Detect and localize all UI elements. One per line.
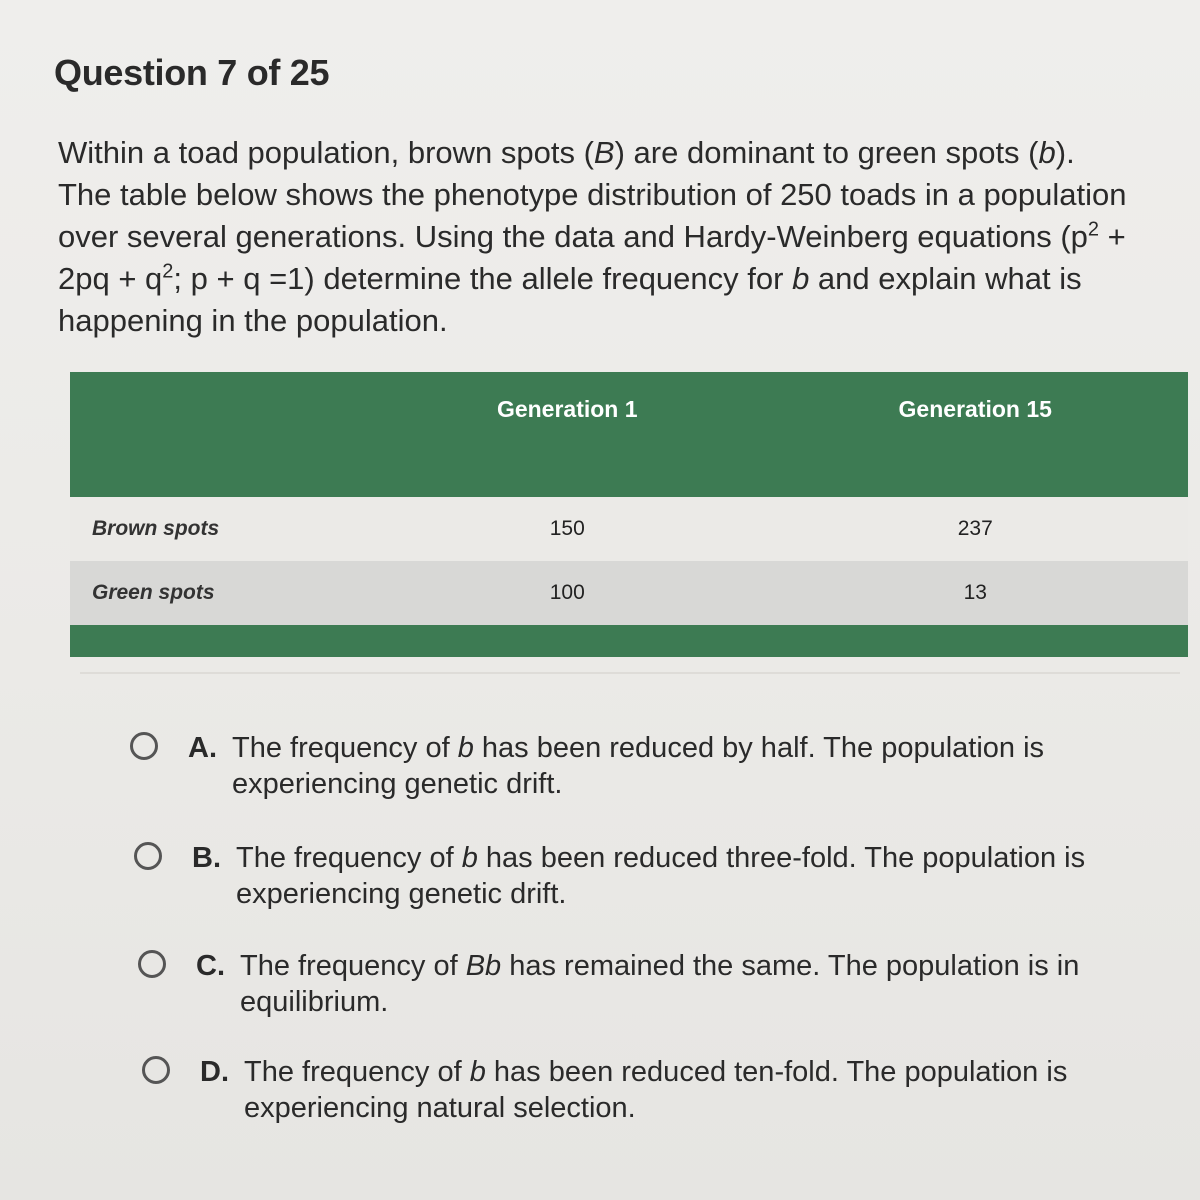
choice-text-italic: b bbox=[457, 732, 474, 764]
choice-text-part: The frequency of bbox=[244, 1056, 470, 1088]
choice-text-part: has been reduced three-fold. The population is experiencing genetic drift. bbox=[236, 842, 1086, 910]
question-text bbox=[58, 132, 1168, 342]
choice-letter: B. bbox=[192, 842, 221, 874]
choice-text bbox=[240, 948, 1178, 1020]
phenotype-table bbox=[70, 372, 1188, 657]
cell-generation-1: 100 bbox=[372, 561, 763, 625]
radio-button-icon[interactable] bbox=[134, 842, 162, 870]
table-header-row bbox=[70, 372, 1188, 497]
section-divider bbox=[80, 672, 1180, 674]
table-header-generation-1: Generation 1 bbox=[372, 372, 763, 497]
radio-button-icon[interactable] bbox=[138, 950, 166, 978]
row-label: Brown spots bbox=[70, 497, 372, 561]
choice-letter: C. bbox=[196, 950, 225, 982]
choice-text bbox=[232, 730, 1170, 802]
choice-letter: A. bbox=[188, 732, 217, 764]
question-superscript: 2 bbox=[1087, 218, 1100, 241]
question-text-part: and explain what is happening in the population. bbox=[58, 261, 1082, 338]
radio-button-icon[interactable] bbox=[142, 1056, 170, 1084]
question-superscript: 2 bbox=[162, 260, 174, 283]
choice-text-italic: b bbox=[461, 842, 478, 874]
question-text-italic: b bbox=[792, 261, 810, 296]
question-text-italic: b bbox=[1038, 135, 1056, 170]
question-text-part: ; p + q =1) determine the allele frequency for bbox=[173, 261, 793, 296]
question-text-italic: B bbox=[593, 135, 615, 170]
table-row bbox=[70, 497, 1188, 561]
choice-text-part: The frequency of bbox=[236, 842, 462, 874]
choice-b[interactable] bbox=[134, 840, 1174, 912]
table-header-blank bbox=[70, 372, 372, 497]
choice-text bbox=[244, 1054, 1182, 1126]
table-footer-bar bbox=[70, 625, 1188, 657]
choice-a[interactable] bbox=[130, 730, 1170, 802]
choice-text-part: has been reduced by half. The population is experiencing genetic drift. bbox=[232, 732, 1045, 800]
choice-text-italic: Bb bbox=[465, 950, 502, 982]
choice-text-part: The frequency of bbox=[240, 950, 466, 982]
table-header-generation-15: Generation 15 bbox=[763, 372, 1189, 497]
question-text-part: + 2pq + q bbox=[58, 219, 1126, 296]
table-row bbox=[70, 561, 1188, 625]
cell-generation-15: 237 bbox=[763, 497, 1189, 561]
choice-text-italic: b bbox=[469, 1056, 486, 1088]
question-text-part: The table below shows the phenotype distribution of 250 toads in a population over several generations. Using the data and Hardy-Weinberg equations (p bbox=[58, 177, 1127, 254]
choice-letter: D. bbox=[200, 1056, 229, 1088]
question-text-part: ). bbox=[1055, 135, 1075, 170]
choice-text bbox=[236, 840, 1174, 912]
question-number: Question 7 of 25 bbox=[54, 52, 330, 93]
cell-generation-15: 13 bbox=[763, 561, 1189, 625]
question-text-part: Within a toad population, brown spots ( bbox=[58, 135, 594, 170]
choice-d[interactable] bbox=[142, 1054, 1182, 1126]
cell-generation-1: 150 bbox=[372, 497, 763, 561]
choice-c[interactable] bbox=[138, 948, 1178, 1020]
choice-text-part: has remained the same. The population is in equilibrium. bbox=[240, 950, 1080, 1018]
choice-text-part: The frequency of bbox=[232, 732, 458, 764]
choice-text-part: has been reduced ten-fold. The population is experiencing natural selection. bbox=[244, 1056, 1068, 1124]
question-text-part: ) are dominant to green spots ( bbox=[614, 135, 1039, 170]
radio-button-icon[interactable] bbox=[130, 732, 158, 760]
row-label: Green spots bbox=[70, 561, 372, 625]
